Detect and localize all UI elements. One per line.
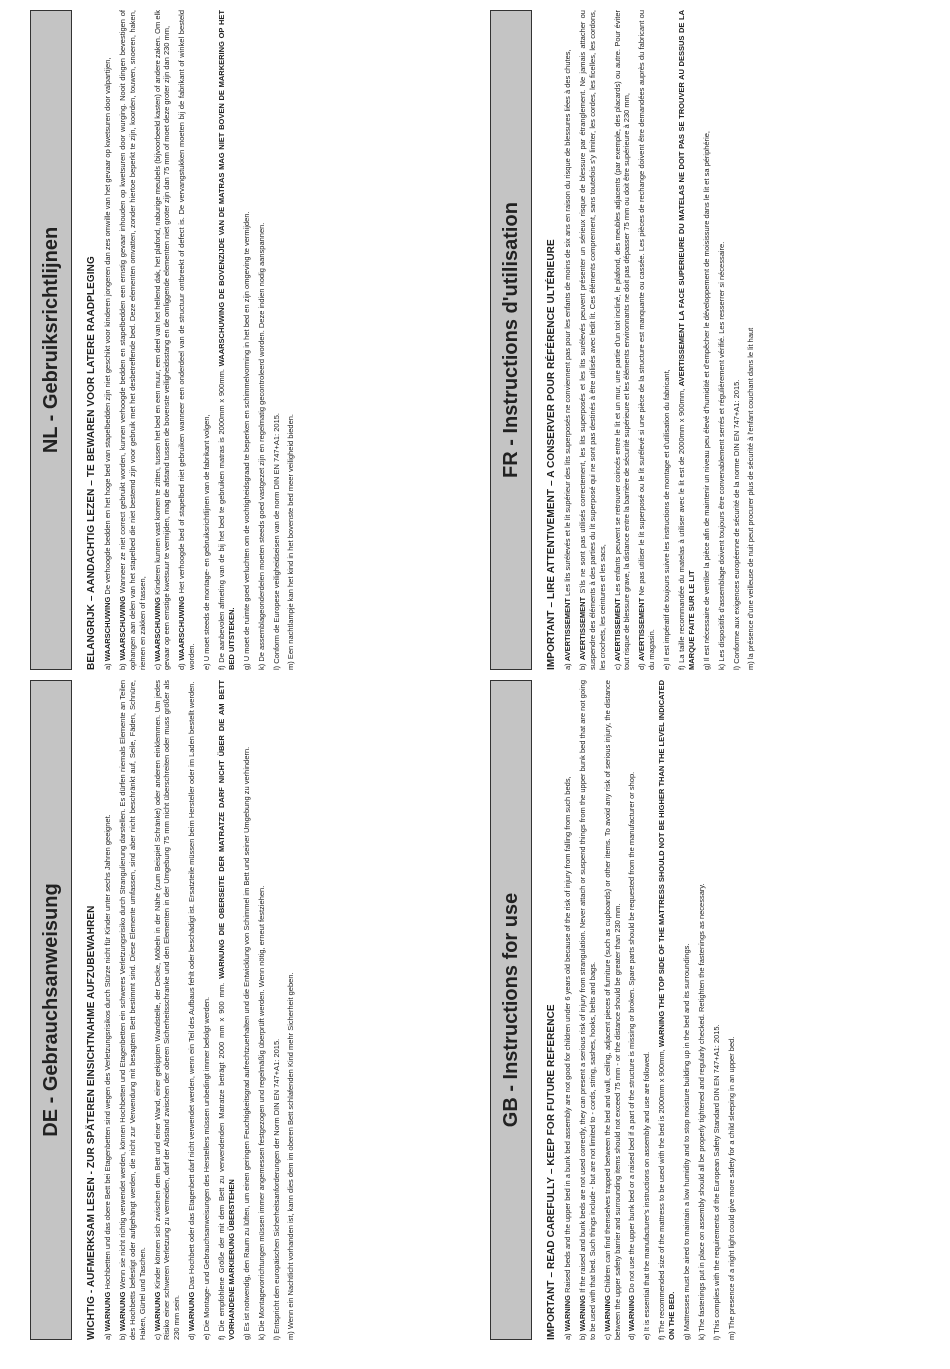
warning-label: AVERTISSEMENT bbox=[637, 597, 647, 662]
instruction-item bbox=[257, 680, 267, 1340]
instruction-item bbox=[286, 680, 296, 1340]
warning-label: WARNING bbox=[563, 1294, 572, 1332]
item-letter: g) bbox=[701, 661, 711, 670]
item-text: Il est nécessaire de ventiler la pièce afin de maintenir un niveau peu élevé d'humidité et d'empêcher le développement de moisissure dans le lit et sa périphérie, bbox=[701, 130, 711, 662]
item-text: Wenn ein Nachtlicht vorhanden ist, kann dies dem im oberen Bett schlafenden Kind mehr Sicherheit geben. bbox=[286, 972, 296, 1330]
warning-label: WARNUNG bbox=[152, 1291, 162, 1332]
instruction-item bbox=[657, 680, 677, 1340]
item-text: Kinder können sich zwischen dem Bett und einer Wand, einer gekippten Wandstelle, der Decke, Möbeln in der Nähe (zum Beispiel Schränke) oder anderen einklemmen. Um jedes Risiko einer schweren Verletzung zu vermeiden, darf der Abstand zwischen der oberen Sicherheitsschranke und den Elementen in der Umgebung 75 mm nicht überschreiten oder muss größer als 230 mm sein. bbox=[152, 680, 182, 1340]
warning-label: WARNING bbox=[577, 1294, 587, 1332]
item-text: Conforme aux exigences européenne de sécurité de la norme DIN EN 747+A1: 2015. bbox=[731, 379, 741, 664]
instruction-item bbox=[103, 10, 113, 670]
warning-statement: AVERTISSEMENT LA FACE SUPERIEURE DU MATELAS NE DOIT PAS SE TROUVER AU DESSUS DE LA MARQUE FAITE SUR LE LIT bbox=[677, 10, 696, 670]
item-letter: f) bbox=[217, 1331, 227, 1340]
instruction-item bbox=[217, 10, 237, 670]
section-subtitle: IMPORTANT – LIRE ATTENTIVEMENT – A CONSERVER POUR RÉFÉRENCE ULTÉRIEURE bbox=[546, 239, 557, 670]
item-letter: l) bbox=[711, 1333, 721, 1340]
instruction-item bbox=[257, 10, 267, 670]
item-text: Entspricht den europäischen Sicherheitsanforderungen der Norm DIN EN 747+A1: 2015. bbox=[271, 1038, 281, 1334]
item-text: Les enfants peuvent se retrouver coincés entre le lit et un mur, une partie d'un toit incliné, le plafond, des meubles adjacents (par exemple, des placards) ou autre. Pour éviter tout risque de blessure grave, la distance entre la barrière de sécurité supérieure et les éléments environnants ne doit pas dépasser 75 mm ou doit être supérieure à 230 mm, bbox=[612, 10, 632, 670]
item-text: la présence d'une veilleuse de nuit peut procurer plus de sécurité à l'enfant couchant dans le lit haut bbox=[746, 327, 756, 660]
item-text: Het verhoogde bed of stapelbed niet gebruiken wanneer een onderdeel van de structuur ontbreekt of defect is. De vervangstukken moeten bij de fabrikant of winkel besteld worden. bbox=[177, 10, 197, 670]
item-text: Die Montagevorrichtungen müssen immer angemessen festgezogen und regelmäßig überprüft werden. Wenn nötig, erneut festziehen. bbox=[256, 885, 266, 1332]
section-title: DE - Gebrauchsanweisung bbox=[30, 680, 72, 1340]
item-text: De assemblageonderdelen moeten steeds goed vastgezet zijn en regelmatig gecontroleerd worden. Deze indien nodig aanspannen. bbox=[256, 222, 266, 662]
item-letter: f) bbox=[657, 1333, 667, 1340]
item-letter: c) bbox=[152, 1331, 162, 1340]
section-title: FR - Instructions d'utilisation bbox=[490, 10, 532, 670]
section-subtitle: BELANGRIJK – AANDACHTIG LEZEN – TE BEWAREN VOOR LATERE RAADPLEGING bbox=[86, 256, 97, 670]
instruction-item bbox=[702, 10, 712, 670]
instruction-item bbox=[637, 10, 657, 670]
section-fr bbox=[490, 10, 935, 670]
item-letter: c) bbox=[602, 1331, 612, 1340]
item-letter: d) bbox=[187, 1331, 197, 1340]
item-letter: m) bbox=[286, 1329, 296, 1340]
item-text: Wanneer ze niet correct gebruikt worden, kunnen verhoogde bedden en stapelbedden een ernstig gevaar inhouden op kwetsuren door wurging. Nooit dingen bevestigen of ophangen aan delen van het stapelbed die niet bestemd zijn voor gebruik met het desbetreffende bed. Deze elementen omvatten, zonder hiertoe beperkt te zijn, koorden, touwen, snoeren, haken, riemen en zakken of tassen, bbox=[117, 10, 147, 670]
instruction-item bbox=[732, 10, 742, 670]
section-nl bbox=[30, 10, 475, 670]
item-letter: d) bbox=[637, 661, 647, 670]
item-text: De verhoogde bedden en het hoge bed van stapelbedden zijn niet geschikt voor kinderen jongeren dan zes omwille van het gevaar op kwetsuren door valpartijen, bbox=[103, 57, 112, 597]
instruction-item bbox=[697, 680, 707, 1340]
item-text: Les dispositifs d'assemblage doivent toujours être convenablement serrés et régulièrement vérifié. Les resserrer si nécessaire. bbox=[716, 241, 726, 662]
instruction-item bbox=[578, 680, 598, 1340]
instruction-item bbox=[242, 10, 252, 670]
item-text: This complies with the requirements of the European Safety Standard DIN EN 747+A1: 2015. bbox=[711, 1024, 721, 1334]
item-letter: c) bbox=[152, 661, 162, 670]
instruction-item bbox=[103, 680, 113, 1340]
warning-label: AVERTISSEMENT bbox=[612, 598, 622, 662]
item-text: Es ist notwendig, den Raum zu lüften, um einen geringen Feuchtigkeitsgrad aufrechtzuerhalten und die Entwicklung von Schimmel im Bett und seiner Umgebung zu verhindern. bbox=[241, 746, 251, 1332]
instruction-item bbox=[682, 680, 692, 1340]
item-text: Mattresses must be aired to maintain a low humidity and to stop moisture building up in the bed and its surroundings. bbox=[682, 943, 692, 1332]
instruction-list bbox=[563, 680, 737, 1340]
warning-label: WARNUNG bbox=[117, 1291, 127, 1332]
section-title: NL - Gebruiksrichtlijnen bbox=[30, 10, 72, 670]
instruction-item bbox=[662, 10, 672, 670]
item-letter: b) bbox=[577, 660, 587, 670]
instruction-item bbox=[286, 10, 296, 670]
item-text: Children can find themselves trapped between the bed and wall, ceiling, adjacent pieces of furniture (such as cupboards) or other items. To avoid any risk of serious injury, the distance between the upper safety barrier and surrounding items should not exceed 75 mm - or the distance should be greater than 230 mm. bbox=[602, 680, 622, 1340]
item-letter: m) bbox=[746, 659, 756, 670]
item-letter: b) bbox=[117, 660, 127, 670]
item-text: Hochbetten und das obere Bett bei Etagenbetten sind wegen des Verletzungsrisikos durch Stürze nicht für Kinder unter sechs Jahren geeignet. bbox=[103, 814, 112, 1292]
item-letter: f) bbox=[217, 662, 227, 670]
item-text: Das Hochbett oder das Etagenbett darf nicht verwendet werden, wenn ein Teil des Aufbaus fehlt oder beschädigt ist. Ersatzteile müssen beim Hersteller oder im Laden bestellt werden. bbox=[187, 681, 197, 1292]
item-letter: l) bbox=[271, 663, 281, 670]
item-text: U moet de ruimte goed verluchten om de vochtigheidsgraad te beperken en schimmelvorming in het bed en zijn omgeving te vermijden. bbox=[241, 211, 251, 662]
item-letter: a) bbox=[563, 661, 572, 670]
instruction-item bbox=[603, 680, 623, 1340]
instruction-item bbox=[153, 10, 173, 670]
instruction-item bbox=[187, 680, 197, 1340]
item-letter: k) bbox=[696, 1331, 706, 1340]
item-letter: d) bbox=[177, 660, 187, 670]
item-text: Conform de Europese veiligheidseisen van de norm DIN EN 747+A1: 2015. bbox=[271, 412, 281, 664]
item-letter: c) bbox=[612, 661, 622, 670]
item-text: Een nachtlampje kan het kind in het bovenste bed meer veiligheid bieden. bbox=[286, 413, 296, 660]
instruction-item bbox=[118, 680, 148, 1340]
item-letter: b) bbox=[117, 1331, 127, 1340]
item-text: Die Montage- und Gebrauchsanweisungen des Herstellers müssen unbedingt immer befolgt werden. bbox=[202, 996, 212, 1332]
instruction-item bbox=[627, 680, 637, 1340]
item-letter: a) bbox=[103, 1331, 112, 1340]
item-letter: f) bbox=[677, 662, 687, 670]
instruction-list bbox=[563, 10, 756, 670]
warning-label: WAARSCHUWING bbox=[152, 597, 162, 662]
item-letter: e) bbox=[662, 661, 672, 670]
warning-label: WAARSCHUWING bbox=[117, 595, 127, 661]
instruction-item bbox=[677, 10, 697, 670]
section-subtitle: IMPORTANT – READ CAREFULLY – KEEP FOR FUTURE REFERENCE bbox=[546, 1004, 557, 1340]
instruction-item bbox=[118, 10, 148, 670]
warning-label: WARNING bbox=[627, 1294, 637, 1332]
instruction-item bbox=[242, 680, 252, 1340]
item-letter: k) bbox=[716, 661, 726, 670]
warning-label: AVERTISSEMENT bbox=[563, 598, 572, 662]
item-letter: g) bbox=[241, 1331, 251, 1340]
item-text: De aanbevolen afmeting van de bij het bed te gebruiken matras is 2000mm x 900mm. bbox=[217, 369, 227, 663]
instruction-item bbox=[613, 10, 633, 670]
item-letter: b) bbox=[577, 1331, 587, 1340]
warning-label: WARNING bbox=[602, 1295, 612, 1332]
warning-label: WAARSCHUWING bbox=[103, 596, 112, 662]
section-title: GB - Instructions for use bbox=[490, 680, 532, 1340]
instruction-item bbox=[202, 680, 212, 1340]
instruction-item bbox=[153, 680, 183, 1340]
item-text: U moet steeds de montage- en gebruiksrichtlijnen van de fabrikant volgen, bbox=[202, 414, 212, 662]
item-text: Les lits surélevés et le lit supérieur des lits superposés ne conviennent pas pour les enfants de moins de six ans en raison du risque de blessures liées à des chutes, bbox=[563, 49, 572, 599]
section-de bbox=[30, 680, 475, 1340]
item-letter: m) bbox=[726, 1329, 736, 1340]
instruction-item bbox=[727, 680, 737, 1340]
item-letter: a) bbox=[103, 661, 112, 670]
item-letter: e) bbox=[202, 1331, 212, 1340]
item-letter: a) bbox=[563, 1331, 572, 1340]
item-text: Il est impératif de toujours suivre les instructions de montage et d'utilisation du fabricant, bbox=[662, 369, 672, 662]
item-letter: k) bbox=[256, 1331, 266, 1340]
instruction-item bbox=[712, 680, 722, 1340]
item-letter: k) bbox=[256, 661, 266, 670]
instruction-list bbox=[103, 680, 296, 1340]
warning-statement: WARNUNG DIE OBERSEITE DER MATRATZE DARF NICHT ÜBER DIE AM BETT VORHANDENE MARKIERUNG ÜBERSTEHEN bbox=[217, 680, 236, 1340]
instruction-item bbox=[272, 680, 282, 1340]
item-letter: l) bbox=[731, 663, 741, 670]
warning-label: AVERTISSEMENT bbox=[577, 596, 587, 661]
item-letter: m) bbox=[286, 659, 296, 670]
item-text: S'ils ne sont pas utilisés correctement, les lits superposés et les lits surélevés peuvent présenter un sérieux risque de blessure par étranglement. Ne jamais attacher ou suspendre des éléments à des parties du lit superposé qui ne sont pas destinés à être utilisés avec ledit lit. Ces éléments comprennent, sans toutefois s'y limiter, les cordes, les ficelles, les cordons, les crochets, les ceintures et les sacs, bbox=[577, 10, 607, 670]
instruction-item bbox=[717, 10, 727, 670]
item-text: Raised beds and the upper bed in a bunk bed assembly are not good for children under 6 years old because of the risk of injury from falling from such beds, bbox=[563, 776, 572, 1295]
item-text: The recommended size of the mattress to be used with the bed is 2000mm x 900mm, bbox=[657, 1049, 667, 1334]
item-text: Do not use the upper bunk bed or a raised bed if a part of the structure is missing or broken. Spare parts should be requested from the manufacturer or shop. bbox=[627, 771, 637, 1295]
warning-label: WAARSCHUWING bbox=[177, 596, 187, 661]
warning-statement: WAARSCHUWING DE BOVENZIJDE VAN DE MATRAS MAG NIET BOVEN DE MARKERING OP HET BED UITSTEKEN. bbox=[217, 10, 236, 670]
item-text: The presence of a night light could give more safety for a child sleeping in an upper bed. bbox=[726, 1036, 736, 1330]
instruction-list bbox=[103, 10, 296, 670]
item-text: Wenn sie nicht richtig verwendet werden, können Hochbetten und Etagenbetten ein schweres Verletzungsrisiko durch Strangulierung darstellen. Es dürfen niemals Elemente an Teilen des Hochbetts befestigt oder aufgehängt werden, die nicht zur Verwendung mit besagtem Bett bestimmt sind. Diese Elemente umfassen, sind aber nicht beschränkt auf, Seile, Fäden, Schnüre, Haken, Gürtel und Taschen. bbox=[117, 680, 147, 1340]
item-text: If the raised and bunk beds are not used correctly, they can present a serious risk of injury from strangulation. Never attach or suspend things from the upper bunk bed that are not going to be used with that bed. Such things include - but are not limited to - cords, string, sashes, hooks, belts and bags. bbox=[577, 680, 597, 1340]
section-gb bbox=[490, 680, 935, 1340]
item-letter: g) bbox=[241, 661, 251, 670]
warning-label: WARNUNG bbox=[187, 1291, 197, 1332]
item-text: Die empfohlene Größe der mit dem Bett zu verwendenden Matratze beträgt 2000 mm x 900 mm. bbox=[217, 982, 227, 1332]
instruction-item bbox=[578, 10, 608, 670]
section-subtitle: WICHTIG - AUFMERKSAM LESEN - ZUR SPÄTEREN EINSICHTNAHME AUFZUBEWAHREN bbox=[86, 905, 97, 1340]
instruction-item bbox=[563, 10, 573, 670]
item-letter: d) bbox=[627, 1331, 637, 1340]
item-text: La taille recommandée du matelas à utiliser avec le lit est de 2000mm x 900mm, bbox=[677, 388, 687, 663]
item-text: Kinderen kunnen vast komen te zitten, tussen het bed en een muur, een deel van het hellend dak, het plafond, naburige meubels (bijvoorbeeld kasten) of andere zaken. Om elk gevaar op een ernstige kwetsuur te vermijden, mag de afstand tussen de bovenste veiligheidsstang en de omliggende elementen niet groter zijn dan 75 mm of moet deze groter zijn dan 230 mm, bbox=[152, 10, 172, 670]
instruction-item bbox=[642, 680, 652, 1340]
item-text: The fastenings put in place on assembly should all be properly tightened and regularly checked. Retighten the fastenings as necessary. bbox=[696, 883, 706, 1332]
instruction-item bbox=[177, 10, 197, 670]
item-letter: g) bbox=[682, 1331, 692, 1340]
item-letter: e) bbox=[642, 1331, 652, 1340]
instruction-item bbox=[563, 680, 573, 1340]
item-letter: e) bbox=[202, 661, 212, 670]
instruction-item bbox=[272, 10, 282, 670]
warning-statement: WARNING THE TOP SIDE OF THE MATTRESS SHOULD NOT BE HIGHER THAN THE LEVEL INDICATED ON THE BED. bbox=[657, 680, 677, 1340]
instruction-item bbox=[746, 10, 756, 670]
item-letter: l) bbox=[271, 1333, 281, 1340]
item-text: Ne pas utiliser le lit superposé ou le lit surélevé si une pièce de la structure est manquante ou cassée. Les pièces de rechange doivent être demandées auprès du fabricant ou du magasin. bbox=[637, 10, 657, 670]
instruction-item bbox=[217, 680, 237, 1340]
warning-label: WARNUNG bbox=[103, 1291, 112, 1332]
item-text: It is essential that the manufacturer's instructions on assembly and use are followed. bbox=[642, 1051, 652, 1332]
instruction-item bbox=[202, 10, 212, 670]
